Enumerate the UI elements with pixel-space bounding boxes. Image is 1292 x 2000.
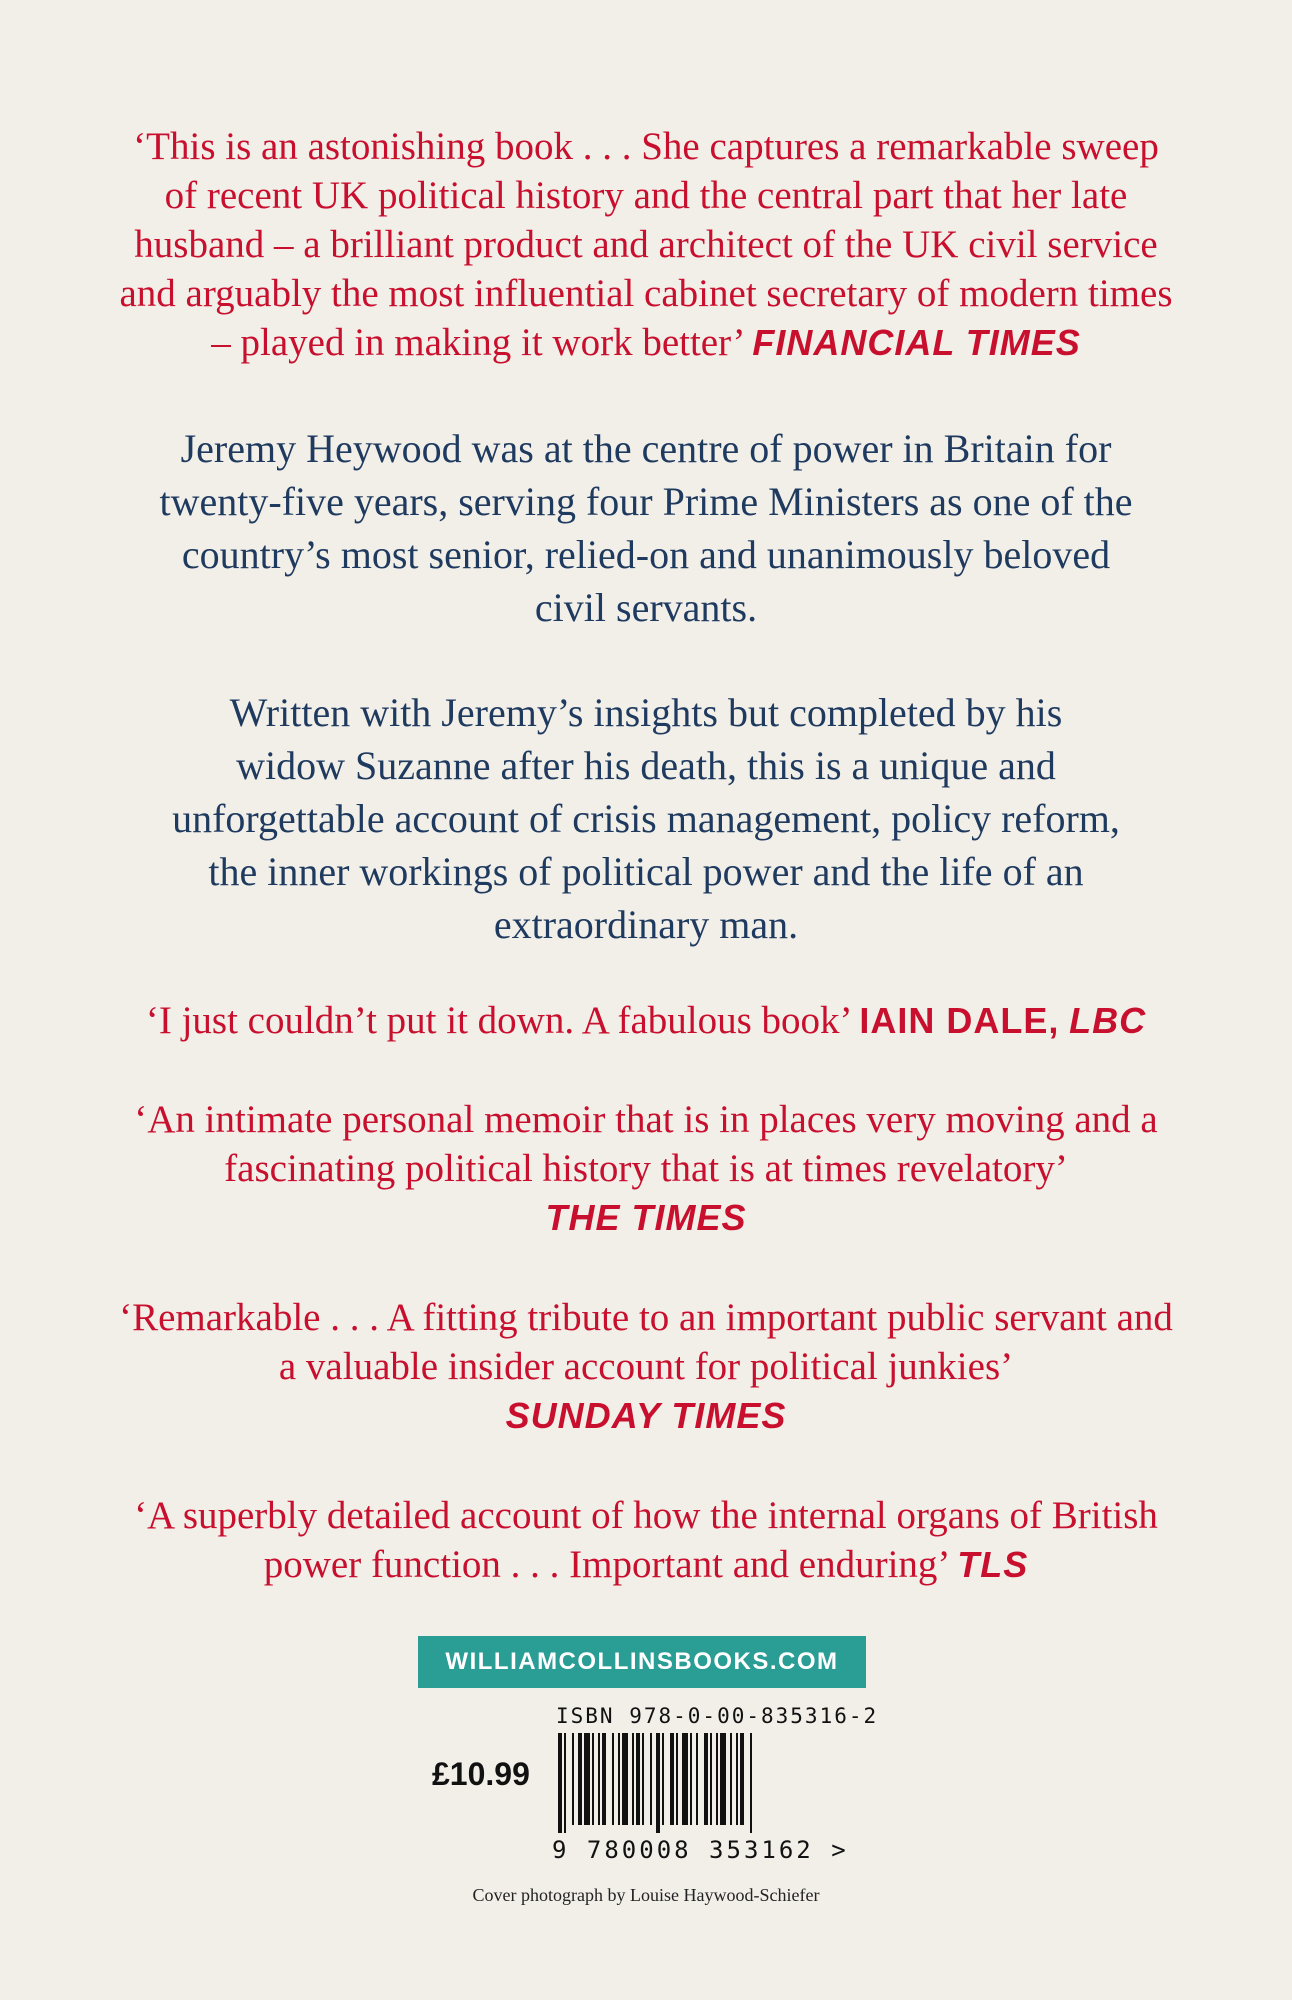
barcode-bar (710, 1733, 712, 1825)
price: £10.99 (432, 1756, 530, 1792)
barcode-bar (736, 1733, 738, 1825)
quote-source: SUNDAY TIMES (505, 1395, 787, 1436)
quote-line: ‘A superbly detailed account of how the internal organs of British (134, 1494, 1158, 1537)
isbn-label: ISBN 978-0-00-835316-2 (556, 1704, 879, 1728)
quote-line: ‘Remarkable . . . A fitting tribute to an important public servant and (119, 1296, 1173, 1339)
quote-source-name: IAIN DALE, (859, 1000, 1060, 1041)
barcode-bar (636, 1733, 640, 1825)
barcode-bar (704, 1733, 708, 1825)
barcode-bar (662, 1733, 664, 1825)
paragraph-line: Jeremy Heywood was at the centre of power in Britain for (180, 426, 1112, 471)
publisher-website: WILLIAMCOLLINSBOOKS.COM (418, 1636, 866, 1688)
barcode-bar (578, 1733, 582, 1825)
barcode-bar (592, 1733, 594, 1825)
barcode-bar (642, 1733, 644, 1825)
quote-line (100, 318, 1192, 367)
paragraph-line: unforgettable account of crisis management, policy reform, (172, 796, 1120, 841)
barcode-bar (632, 1733, 634, 1825)
paragraph-line: country’s most senior, relied-on and unanimously beloved (181, 532, 1111, 577)
quote-line: of recent UK political history and the central part that her late (164, 174, 1128, 217)
quote-financial-times (100, 122, 1192, 367)
barcode-bar (740, 1733, 744, 1825)
barcode-bar (656, 1733, 660, 1833)
description-paragraph-1 (100, 422, 1192, 634)
barcode-bar (612, 1733, 614, 1825)
barcode-bar (730, 1733, 732, 1825)
barcode-bar (650, 1733, 652, 1825)
quote-source-outlet: LBC (1069, 1000, 1147, 1041)
paragraph-line: civil servants. (534, 585, 758, 630)
barcode-bar (618, 1733, 620, 1825)
quote-the-times (100, 1095, 1192, 1242)
quote-source: FINANCIAL TIMES (752, 322, 1081, 363)
barcode-bar (676, 1733, 678, 1825)
barcode-bar (720, 1733, 726, 1825)
quote-line: fascinating political history that is at times revelatory’ (224, 1147, 1068, 1190)
quote-sunday-times (100, 1293, 1192, 1440)
quote-line: and arguably the most influential cabinet secretary of modern times (119, 272, 1173, 315)
quote-line: husband – a brilliant product and architect of the UK civil service (134, 223, 1158, 266)
barcode-bar (690, 1733, 692, 1825)
barcode-bar (670, 1733, 674, 1825)
paragraph-line: the inner workings of political power and the life of an (208, 849, 1084, 894)
barcode-bar (682, 1733, 688, 1825)
description-paragraph-2 (100, 686, 1192, 951)
barcode-digits: 9 780008 353162 > (552, 1836, 849, 1864)
quote-line-text: – played in making it work better’ (211, 321, 743, 364)
barcode-bar (602, 1733, 606, 1825)
barcode-bar (598, 1733, 600, 1825)
quote-line: a valuable insider account for political junkies’ (278, 1345, 1014, 1388)
quote-source: TLS (957, 1544, 1029, 1585)
paragraph-line: widow Suzanne after his death, this is a unique and (236, 743, 1056, 788)
quote-line (100, 996, 1192, 1045)
photo-credit: Cover photograph by Louise Haywood-Schiefer (472, 1885, 820, 1905)
quote-line: ‘This is an astonishing book . . . She captures a remarkable sweep (133, 125, 1159, 168)
barcode-bar (572, 1733, 574, 1825)
quote-tls (100, 1491, 1192, 1589)
paragraph-line: twenty-five years, serving four Prime Ministers as one of the (159, 479, 1133, 524)
quote-lbc (100, 996, 1192, 1045)
quote-line-text: ‘I just couldn’t put it down. A fabulous book’ (145, 999, 850, 1042)
paragraph-line: extraordinary man. (493, 902, 799, 947)
quote-source: THE TIMES (545, 1197, 747, 1238)
paragraph-line: Written with Jeremy’s insights but completed by his (229, 690, 1063, 735)
barcode-bar (622, 1733, 628, 1825)
barcode-bar (564, 1733, 566, 1833)
barcode-bar (750, 1733, 752, 1833)
barcode-icon (556, 1733, 826, 1833)
barcode-bar (716, 1733, 718, 1825)
barcode-bar (696, 1733, 698, 1825)
barcode-bar (558, 1733, 562, 1833)
barcode-bar (584, 1733, 590, 1825)
quote-line: ‘An intimate personal memoir that is in places very moving and a (134, 1098, 1158, 1141)
quote-line (100, 1540, 1192, 1589)
quote-line-text: power function . . . Important and enduring’ (263, 1543, 948, 1586)
